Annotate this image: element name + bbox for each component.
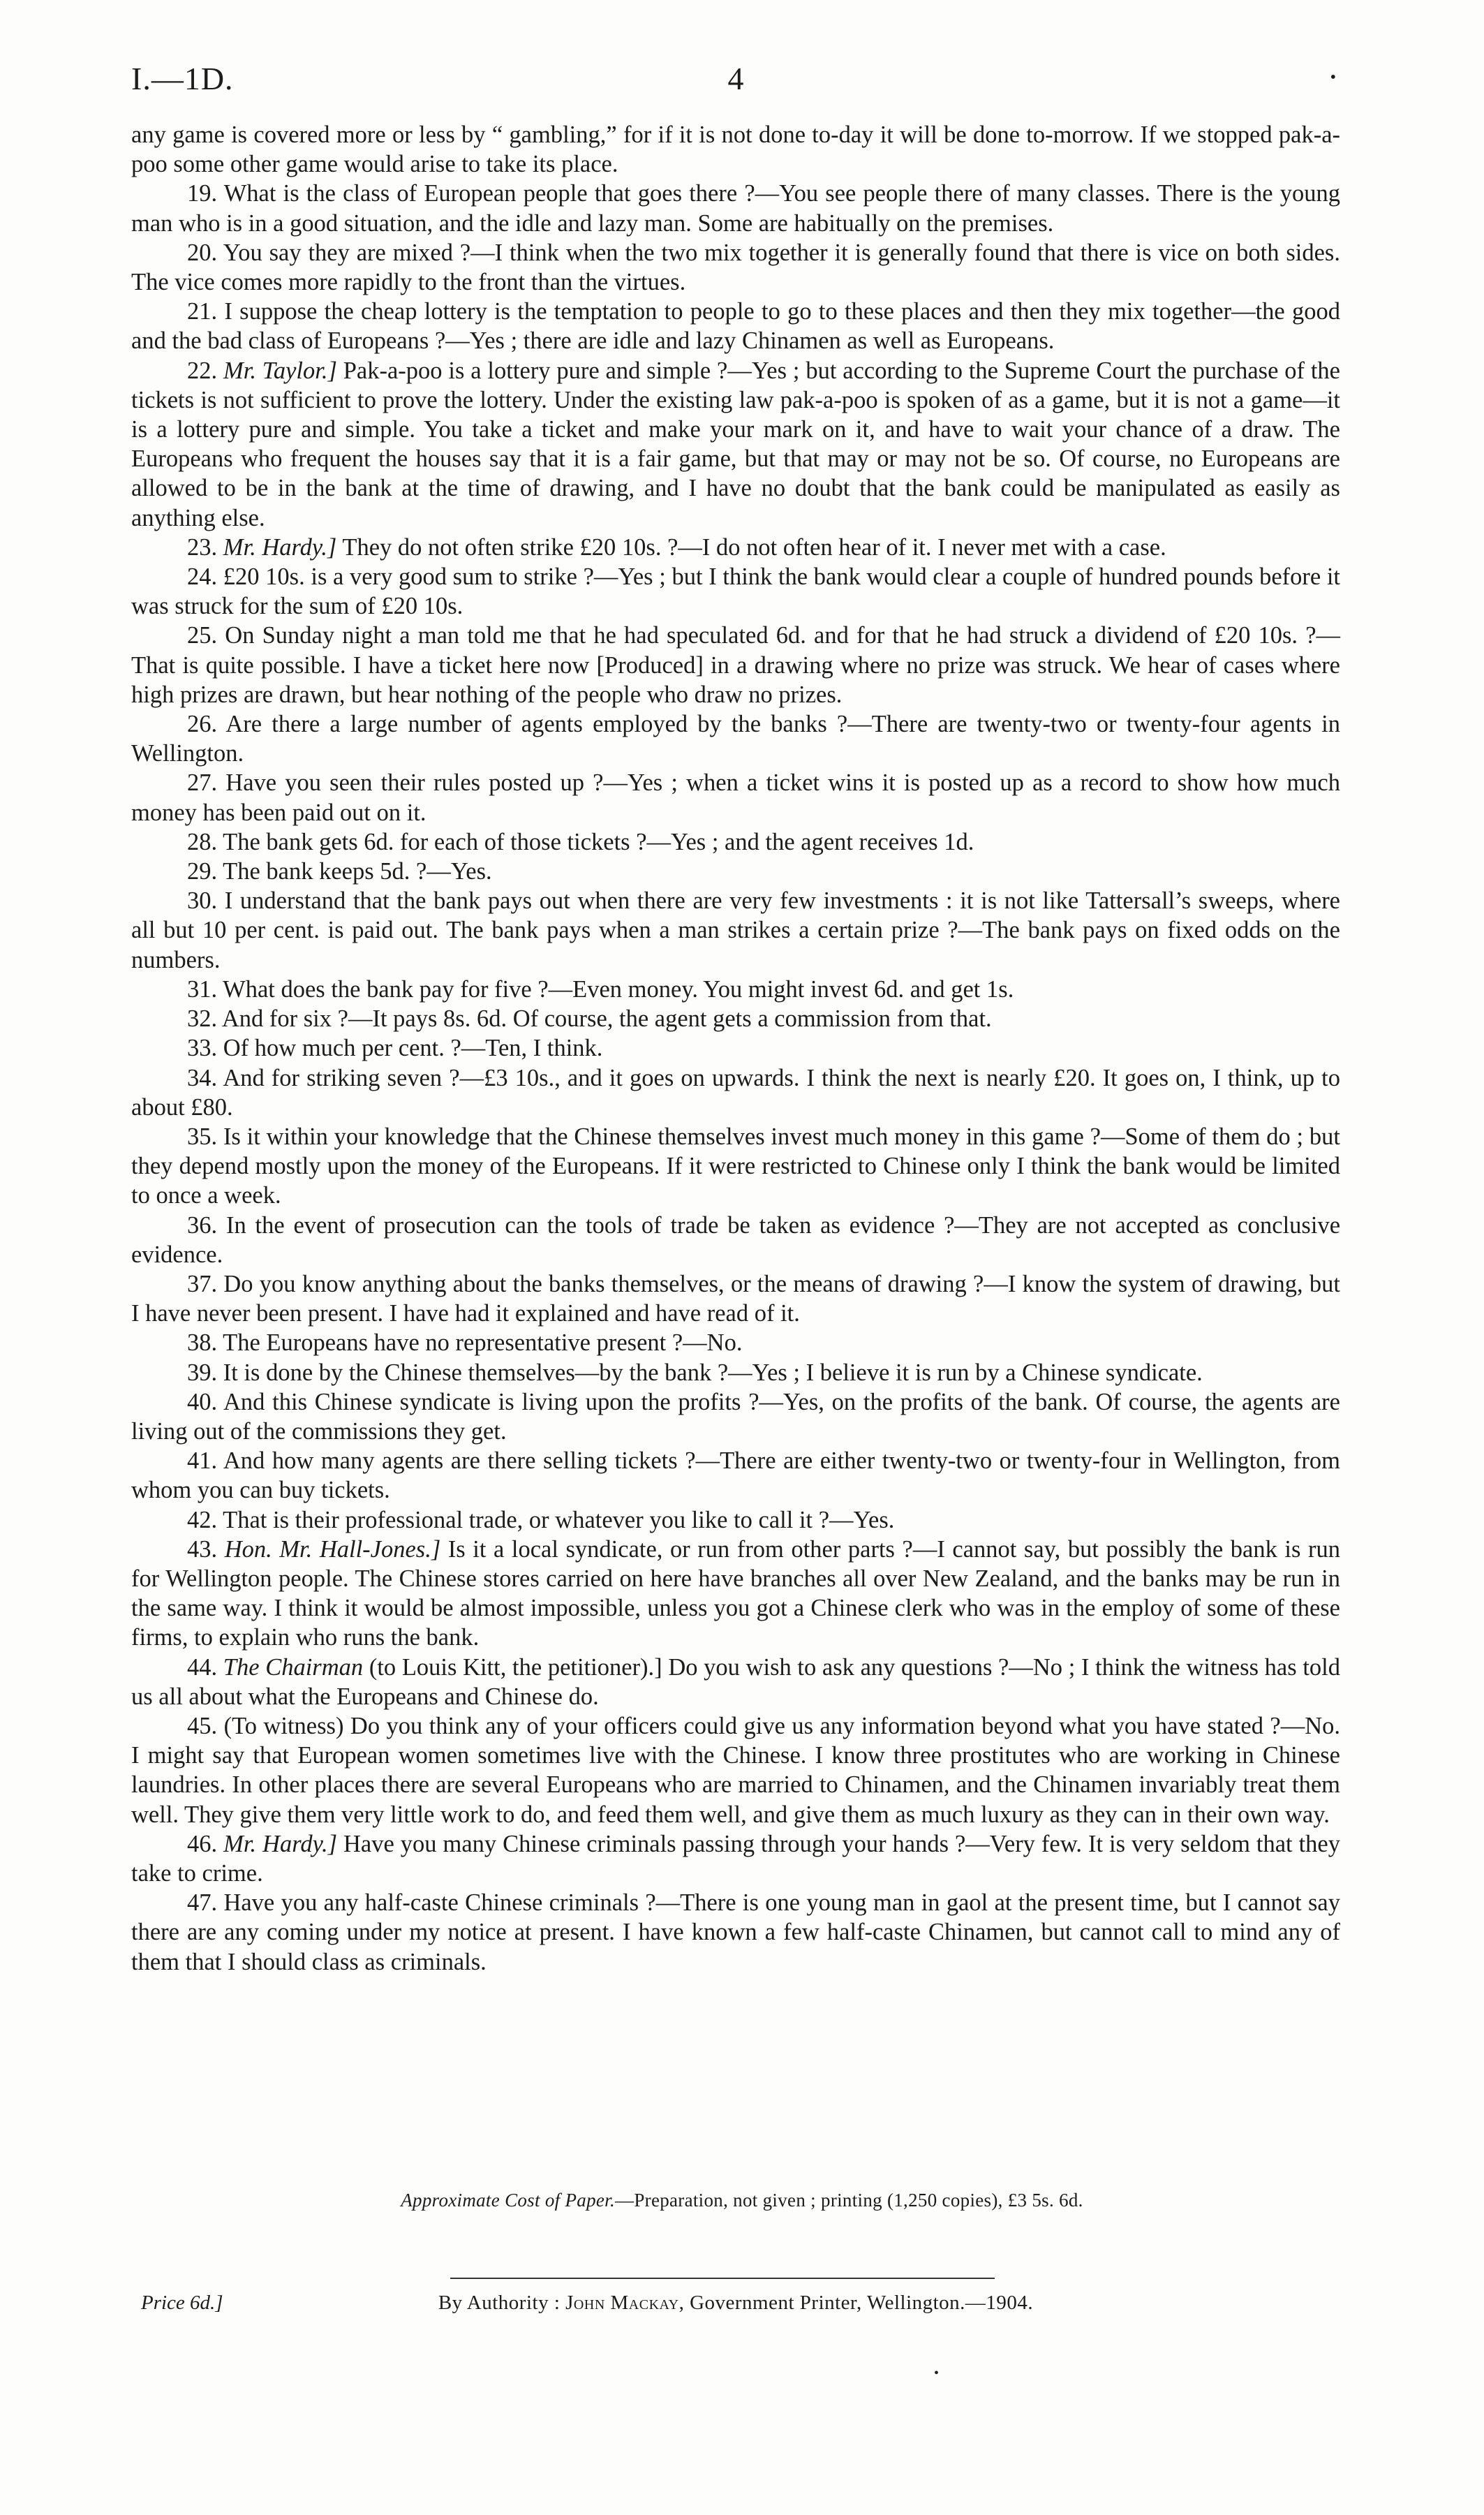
question-number: 39. bbox=[187, 1359, 218, 1386]
paragraph-text: any game is covered more or less by “ gambling,” for if it is not done to-day it will be done to-morrow. If we stopped pak-a-poo some other game would arise to take its place. bbox=[131, 121, 1340, 178]
question-number: 20. bbox=[187, 239, 218, 266]
evidence-paragraph bbox=[131, 975, 1340, 1004]
question-number: 37. bbox=[187, 1270, 218, 1297]
paragraph-text: £20 10s. is a very good sum to strike ?—Yes ; but I think the bank would clear a couple of hundred pounds before it was struck for the sum of £20 10s. bbox=[131, 563, 1341, 620]
evidence-paragraph bbox=[131, 1535, 1340, 1653]
evidence-paragraph bbox=[131, 886, 1340, 975]
question-number: 43. bbox=[187, 1535, 218, 1563]
evidence-paragraph bbox=[131, 1387, 1340, 1446]
speaker-name: Mr. Hardy.] bbox=[223, 1830, 338, 1857]
paragraph-text: Have you many Chinese criminals passing through your hands ?—Very few. It is very seldom that they take to crime. bbox=[131, 1830, 1340, 1887]
question-number: 35. bbox=[187, 1123, 218, 1150]
paragraph-text: And for striking seven ?—£3 10s., and it goes on upwards. I think the next is nearly £20. It goes on, I think, up to about £80. bbox=[131, 1064, 1340, 1121]
page-header bbox=[131, 60, 1340, 102]
question-number: 31. bbox=[187, 975, 218, 1003]
evidence-paragraph bbox=[131, 827, 1340, 857]
paragraph-text: (To witness) Do you think any of your officers could give us any information beyond what you have stated ?—No. I might say that European women sometimes live with the Chinese. I know three prostitutes who are working in Chinese laundries. In other places there are several Europeans who are married to Chinamen, and the Chinamen invariably treat them well. They give them very little work to do, and feed them well, and give them as much luxury as they can in their own way. bbox=[131, 1712, 1341, 1828]
paragraph-text: Is it a local syndicate, or run from other parts ?—I cannot say, but possibly the bank is run for Wellington people. The Chinese stores carried on here have branches all over New Zealand, and the banks may be run in the same way. I think it would be almost impossible, unless you got a Chinese clerk who was in the employ of some of these firms, to explain who runs the bank. bbox=[131, 1535, 1340, 1651]
printer-name: John Mackay, bbox=[565, 2292, 685, 2314]
paragraph-text: And this Chinese syndicate is living upon the profits ?—Yes, on the profits of the bank. Of course, the agents are living out of the commissions they get. bbox=[131, 1388, 1340, 1445]
evidence-paragraph bbox=[131, 1328, 1340, 1357]
question-number: 25. bbox=[187, 622, 218, 649]
paragraph-text: The bank keeps 5d. ?—Yes. bbox=[223, 858, 492, 885]
parliamentary-reference: I.—1D. bbox=[131, 61, 234, 96]
question-number: 33. bbox=[187, 1035, 218, 1062]
question-number: 36. bbox=[187, 1211, 218, 1239]
paragraph-text: I understand that the bank pays out when there are very few investments : it is not like Tattersall’s sweeps, where all but 10 per cent. is paid out. The bank pays when a man strikes a certain prize ?—The bank pays on fixed odds on the numbers. bbox=[131, 887, 1340, 973]
paragraph-text: That is their professional trade, or whatever you like to call it ?—Yes. bbox=[223, 1506, 895, 1533]
question-number: 34. bbox=[187, 1064, 218, 1091]
evidence-paragraph bbox=[131, 179, 1340, 237]
paragraph-text: Have you any half-caste Chinese criminals ?—There is one young man in gaol at the present time, but I cannot say there are any coming under my notice at present. I have known a few half-caste Chinamen, but cannot call to mind any of them that I should class as criminals. bbox=[131, 1889, 1340, 1975]
evidence-paragraph bbox=[131, 768, 1340, 827]
footnote-label: Approximate Cost of Paper. bbox=[401, 2190, 616, 2211]
question-number: 22. bbox=[187, 357, 218, 384]
footnote-text: —Preparation, not given ; printing (1,250 copies), £3 5s. 6d. bbox=[615, 2190, 1083, 2211]
evidence-paragraph bbox=[131, 1888, 1340, 1977]
question-number: 21. bbox=[187, 298, 218, 325]
question-number: 29. bbox=[187, 858, 218, 885]
paragraph-text: Do you know anything about the banks themselves, or the means of drawing ?—I know the system of drawing, but I have never been present. I have had it explained and have read of it. bbox=[131, 1270, 1340, 1327]
paragraph-text: In the event of prosecution can the tools of trade be taken as evidence ?—They are not accepted as conclusive evidence. bbox=[131, 1211, 1341, 1268]
evidence-paragraph bbox=[131, 1033, 1340, 1063]
evidence-paragraph bbox=[131, 1829, 1340, 1888]
paragraph-text: What does the bank pay for five ?—Even money. You might invest 6d. and get 1s. bbox=[223, 975, 1014, 1003]
question-number: 40. bbox=[187, 1388, 218, 1415]
paragraph-text: I suppose the cheap lottery is the temptation to people to go to these places and then they mix together—the good and the bad class of Europeans ?—Yes ; there are idle and lazy Chinamen as well as Europeans. bbox=[131, 298, 1340, 355]
paragraph-text: The Europeans have no representative present ?—No. bbox=[223, 1329, 743, 1357]
paragraph-text: The bank gets 6d. for each of those tickets ?—Yes ; and the agent receives 1d. bbox=[223, 828, 974, 855]
evidence-paragraph bbox=[131, 709, 1340, 768]
question-number: 46. bbox=[187, 1830, 218, 1857]
evidence-paragraph bbox=[131, 857, 1340, 886]
paragraph-text: Is it within your knowledge that the Chinese themselves invest much money in this game ?—Some of them do ; but they depend mostly upon the money of the Europeans. If it were restricted to Chinese only I think the bank would be limited to once a week. bbox=[131, 1123, 1340, 1209]
paragraph-text: It is done by the Chinese themselves—by the bank ?—Yes ; I believe it is run by a Chinese syndicate. bbox=[223, 1359, 1203, 1386]
question-number: 41. bbox=[187, 1447, 218, 1475]
paragraph-text: What is the class of European people that goes there ?—You see people there of many classes. There is the young man who is in a good situation, and the idle and lazy man. Some are habitually on the premises. bbox=[131, 180, 1340, 237]
paragraph-text: (to Louis Kitt, the petitioner).] Do you wish to ask any questions ?—No ; I think the witness has told us all about what the Europeans and Chinese do. bbox=[131, 1653, 1341, 1710]
evidence-body bbox=[131, 120, 1340, 1977]
question-number: 44. bbox=[187, 1653, 218, 1681]
evidence-paragraph bbox=[131, 1122, 1340, 1211]
evidence-paragraph bbox=[131, 1653, 1340, 1711]
printer-imprint bbox=[131, 2292, 1340, 2315]
speaker-name: Mr. Hardy.] bbox=[223, 533, 337, 561]
evidence-paragraph bbox=[131, 120, 1340, 179]
evidence-paragraph bbox=[131, 1063, 1340, 1122]
paragraph-text: On Sunday night a man told me that he had speculated 6d. and for that he had struck a dividend of £20 10s. ?—That is quite possible. I have a ticket here now [Produced] in a drawing where no prize was struck. We hear of cases where high prizes are drawn, but hear nothing of the people who draw no prizes. bbox=[131, 622, 1341, 708]
question-number: 28. bbox=[187, 828, 218, 855]
question-number: 30. bbox=[187, 887, 218, 915]
page-footer bbox=[131, 2292, 1340, 2326]
evidence-paragraph bbox=[131, 562, 1340, 621]
speaker-name: Mr. Taylor.] bbox=[223, 357, 337, 384]
evidence-paragraph bbox=[131, 1269, 1340, 1328]
evidence-paragraph bbox=[131, 1211, 1340, 1269]
paragraph-text: Are there a large number of agents employed by the banks ?—There are twenty-two or twenty-four agents in Wellington. bbox=[131, 711, 1340, 767]
paragraph-text: Have you seen their rules posted up ?—Yes ; when a ticket wins it is posted up as a record to show how much money has been paid out on it. bbox=[131, 769, 1340, 826]
question-number: 45. bbox=[187, 1712, 218, 1739]
footer-rule bbox=[450, 2278, 995, 2279]
paragraph-text: Of how much per cent. ?—Ten, I think. bbox=[223, 1035, 603, 1062]
header-mark: • bbox=[1330, 68, 1336, 87]
stray-dot: • bbox=[934, 2366, 940, 2381]
question-number: 27. bbox=[187, 769, 218, 797]
evidence-paragraph bbox=[131, 621, 1340, 709]
imprint-prefix: By Authority : bbox=[438, 2292, 561, 2314]
paragraph-text: Pak-a-poo is a lottery pure and simple ?—Yes ; but according to the Supreme Court the purchase of the tickets is not sufficient to prove the lottery. Under the existing law pak-a-poo is spoken of as a game, but it is not a game—it is a lottery pure and simple. You take a ticket and make your mark on it, and have to wait your chance of a draw. The Europeans who frequent the houses say that it is a fair game, but that may or may not be so. Of course, no Europeans are allowed to be in the bank at the time of drawing, and I have no doubt that the bank could be manipulated as easily as anything else. bbox=[131, 357, 1340, 531]
page-number: 4 bbox=[727, 61, 744, 96]
speaker-name: Hon. Mr. Hall-Jones.] bbox=[224, 1535, 441, 1563]
evidence-paragraph bbox=[131, 1711, 1340, 1829]
price-label: Price 6d.] bbox=[141, 2292, 223, 2314]
question-number: 47. bbox=[187, 1889, 218, 1917]
evidence-paragraph bbox=[131, 297, 1340, 355]
paragraph-text: They do not often strike £20 10s. ?—I do not often hear of it. I never met with a case. bbox=[342, 533, 1166, 561]
question-number: 24. bbox=[187, 563, 218, 591]
evidence-paragraph bbox=[131, 1505, 1340, 1535]
question-number: 26. bbox=[187, 711, 218, 738]
paragraph-text: And for six ?—It pays 8s. 6d. Of course, the agent gets a commission from that. bbox=[221, 1005, 992, 1033]
evidence-paragraph bbox=[131, 1358, 1340, 1387]
imprint-suffix: Government Printer, Wellington.—1904. bbox=[690, 2292, 1034, 2314]
paragraph-text: You say they are mixed ?—I think when the two mix together it is generally found that there is vice on both sides. The vice comes more rapidly to the front than the virtues. bbox=[131, 239, 1340, 296]
question-number: 32. bbox=[187, 1005, 218, 1033]
question-number: 23. bbox=[187, 533, 218, 561]
cost-footnote bbox=[0, 2190, 1484, 2211]
evidence-paragraph bbox=[131, 238, 1340, 297]
evidence-paragraph bbox=[131, 1004, 1340, 1033]
evidence-paragraph bbox=[131, 356, 1340, 533]
evidence-paragraph bbox=[131, 533, 1340, 562]
question-number: 19. bbox=[187, 180, 218, 207]
question-number: 38. bbox=[187, 1329, 218, 1357]
question-number: 42. bbox=[187, 1506, 218, 1533]
speaker-name: The Chairman bbox=[223, 1653, 364, 1681]
evidence-paragraph bbox=[131, 1446, 1340, 1505]
paragraph-text: And how many agents are there selling tickets ?—There are either twenty-two or twenty-four in Wellington, from whom you can buy tickets. bbox=[131, 1447, 1340, 1504]
